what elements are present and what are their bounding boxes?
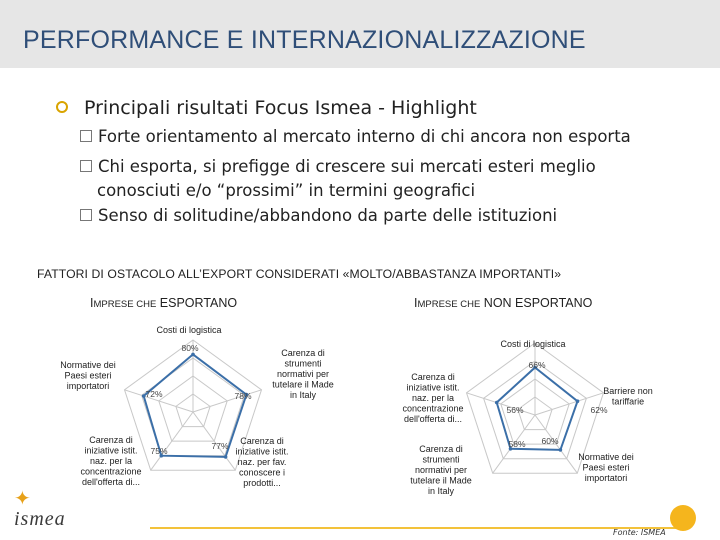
radar-data-label: 78% [234,391,252,401]
radar-data-label: 77% [211,441,229,451]
subhead-exporters: IMPRESE CHE ESPORTANO [90,296,238,310]
radar-axis-label: Costi di logistica [500,339,566,349]
subhead-non-exporters: IMPRESE CHE NON ESPORTANO [414,296,593,310]
radar-axis-label: Carenza di strumenti normativi per tutelare il Made in Italy [272,348,334,400]
source-note: Fonte: ISMEA [613,528,666,537]
slide-title: PERFORMANCE E INTERNAZIONALIZZAZIONE [23,26,586,54]
footer-circle [670,505,696,531]
radar-data-label: 72% [145,389,163,399]
radar-point [191,353,195,357]
radar-axis-label: Costi di logistica [156,325,222,335]
radar-data-label: 58% [508,439,526,449]
radar-point [576,399,580,403]
radar-axis-label: Normative dei Paesi esteri importatori [578,452,634,483]
wheat-icon: ✦ [14,486,31,510]
radar-data-label: 75% [150,446,168,456]
radar-point [495,401,499,405]
sub-bullet-continuation: conosciuti e/o “prossimi” in termini geografici [97,181,476,200]
sub-bullet-text: Forte orientamento al mercato interno di chi ancora non esporta [98,127,631,146]
radar-data-label: 62% [590,405,608,415]
footer-line [150,527,680,529]
radar-point [559,448,563,452]
sub-bullet-text: Senso di solitudine/abbandono da parte delle istituzioni [98,206,558,225]
radar-axis-label: Carenza di strumenti normativi per tutelare il Made in Italy [410,444,472,496]
radar-axis-label: Barriere non tariffarie [603,386,653,407]
radar-axis-label: Normative dei Paesi esteri importatori [60,360,116,391]
factors-heading: FATTORI DI OSTACOLO ALL’EXPORT CONSIDERATI «MOLTO/ABBASTANZA IMPORTANTI» [37,267,562,281]
ismea-logo [12,486,82,536]
radar-axis-label: Carenza di iniziative istit. naz. per fav. conoscere i prodotti... [235,436,289,488]
sub-bullet-text: Chi esporta, si prefigge di crescere sui mercati esteri meglio [98,157,596,176]
main-bullet-text: Principali risultati Focus Ismea - Highlight [84,97,477,119]
radar-axis-label: Carenza di iniziative istit. naz. per la concentrazione dell'offerta di... [80,435,142,487]
logo-text: ismea [14,508,66,530]
radar-data-label: 80% [181,343,199,353]
radar-point [224,455,228,459]
radar-data-label: 60% [541,436,559,446]
radar-data-label: 56% [506,405,524,415]
radar-axis-label: Carenza di iniziative istit. naz. per la concentrazione dell'offerta di... [402,372,464,424]
radar-data-label: 66% [528,360,546,370]
